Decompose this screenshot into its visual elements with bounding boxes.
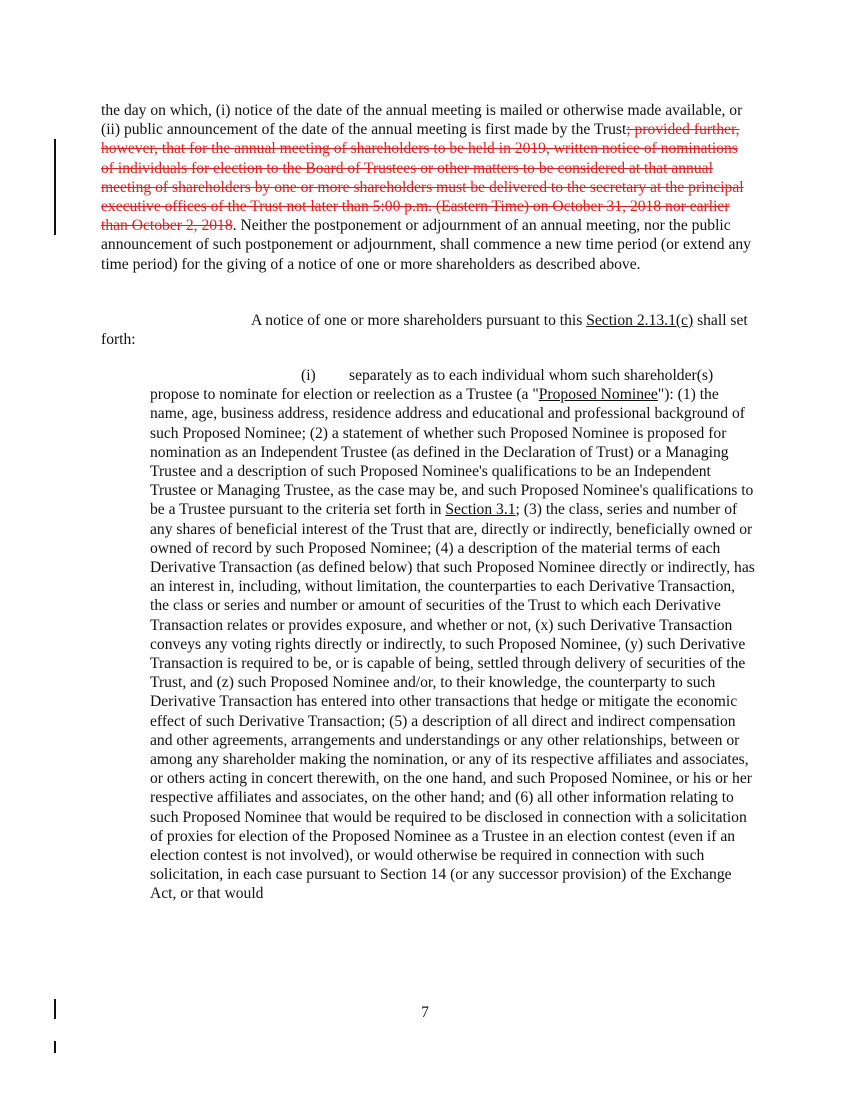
- paragraph-text: the day on which, (i) notice of the date of the annual meeting is mailed or otherwise made available, or (ii) public announcement of the date of the annual meeting is first made by the Trust: [101, 102, 743, 139]
- paragraph-text: shall set forth:: [101, 312, 748, 349]
- page-number: 7: [421, 1004, 429, 1021]
- list-item-proposed-nominee: [150, 366, 755, 904]
- paragraph-text: . Neither the postponement or adjournment of an annual meeting, nor the public announcement of such postponement or adjournment, shall commence a new time period (or extend any time period) for the giving of a notice of one or more shareholders as described above.: [101, 217, 751, 273]
- paragraph-text: separately as to each individual whom such shareholder(s) propose to nominate for election or reelection as a Trustee (a ": [150, 367, 714, 404]
- change-bar: [54, 139, 56, 235]
- paragraph-text: "): (1) the name, age, business address, residence address and educational and professional background of such Proposed Nominee; (2) a statement of whether such Proposed Nominee is proposed for nomination as an Independent Trustee (as defined in the Declaration of Trust) or a Managing Trustee and a description of such Proposed Nominee's qualifications to be an Independent Trustee or Managing Trustee, as the case may be, and such Proposed Nominee's qualifications to be a Trustee pursuant to the criteria set forth in: [150, 386, 754, 519]
- paragraph-notice-contents: [101, 311, 751, 349]
- paragraph-text: A notice of one or more shareholders pursuant to this: [251, 312, 587, 329]
- paragraph-text: ; (3) the class, series and number of any shares of beneficial interest of the Trust that are, directly or indirectly, beneficially owned or owned of record by such Proposed Nominee; (4) a description of the material terms of each Derivative Transaction (as defined below) that such Proposed Nominee directly or indirectly, has an interest in, including, without limitation, the counterparties to each Derivative Transaction, the class or series and number or amount of securities of the Trust to which each Derivative Transaction relates or provides exposure, and whether or not, (x) such Derivative Transaction conveys any voting rights directly or indirectly, to such Proposed Nominee, (y) such Derivative Transaction is required to be, or is capable of being, settled through delivery of securities of the Trust, and (z) such Proposed Nominee and/or, to their knowledge, the counterparty to such Derivative Transaction has entered into other transactions that hedge or mitigate the economic effect of such Derivative Transaction; (5) a description of all direct and indirect compensation and other agreements, arrangements and understandings or any other relationships, between or among any shareholder making the nomination, or any of its respective affiliates and associates, or others acting in concert therewith, on the one hand, and such Proposed Nominee, or his or her respective affiliates and associates, on the other hand; and (6) all other information relating to such Proposed Nominee that would be required to be disclosed in connection with a solicitation of proxies for election of the Proposed Nominee as a Trustee in an election contest (even if an election contest is not involved), or would otherwise be required in connection with such solicitation, in each case pursuant to Section 14 (or any successor provision) of the Exchange Act, or that would: [150, 501, 755, 903]
- section-reference: Section 2.13.1(c): [586, 312, 694, 329]
- item-number: (i): [301, 367, 316, 384]
- section-reference: Section 3.1: [445, 501, 516, 519]
- paragraph-annual-meeting-timing: [101, 101, 751, 274]
- deleted-text: ; provided further, however, that for the annual meeting of shareholders to be held in 2019, written notice of nominations of individuals for election to the Board of Trustees or other matters to be considered at that annual meeting of shareholders by one or more shareholders must be delivered to the secretary at the principal executive offices of the Trust not later than 5:00 p.m. (Eastern Time) on October 31, 2018 nor earlier than October 2, 2018: [101, 121, 744, 235]
- defined-term: Proposed Nominee: [538, 386, 658, 404]
- change-bar: [54, 1041, 56, 1053]
